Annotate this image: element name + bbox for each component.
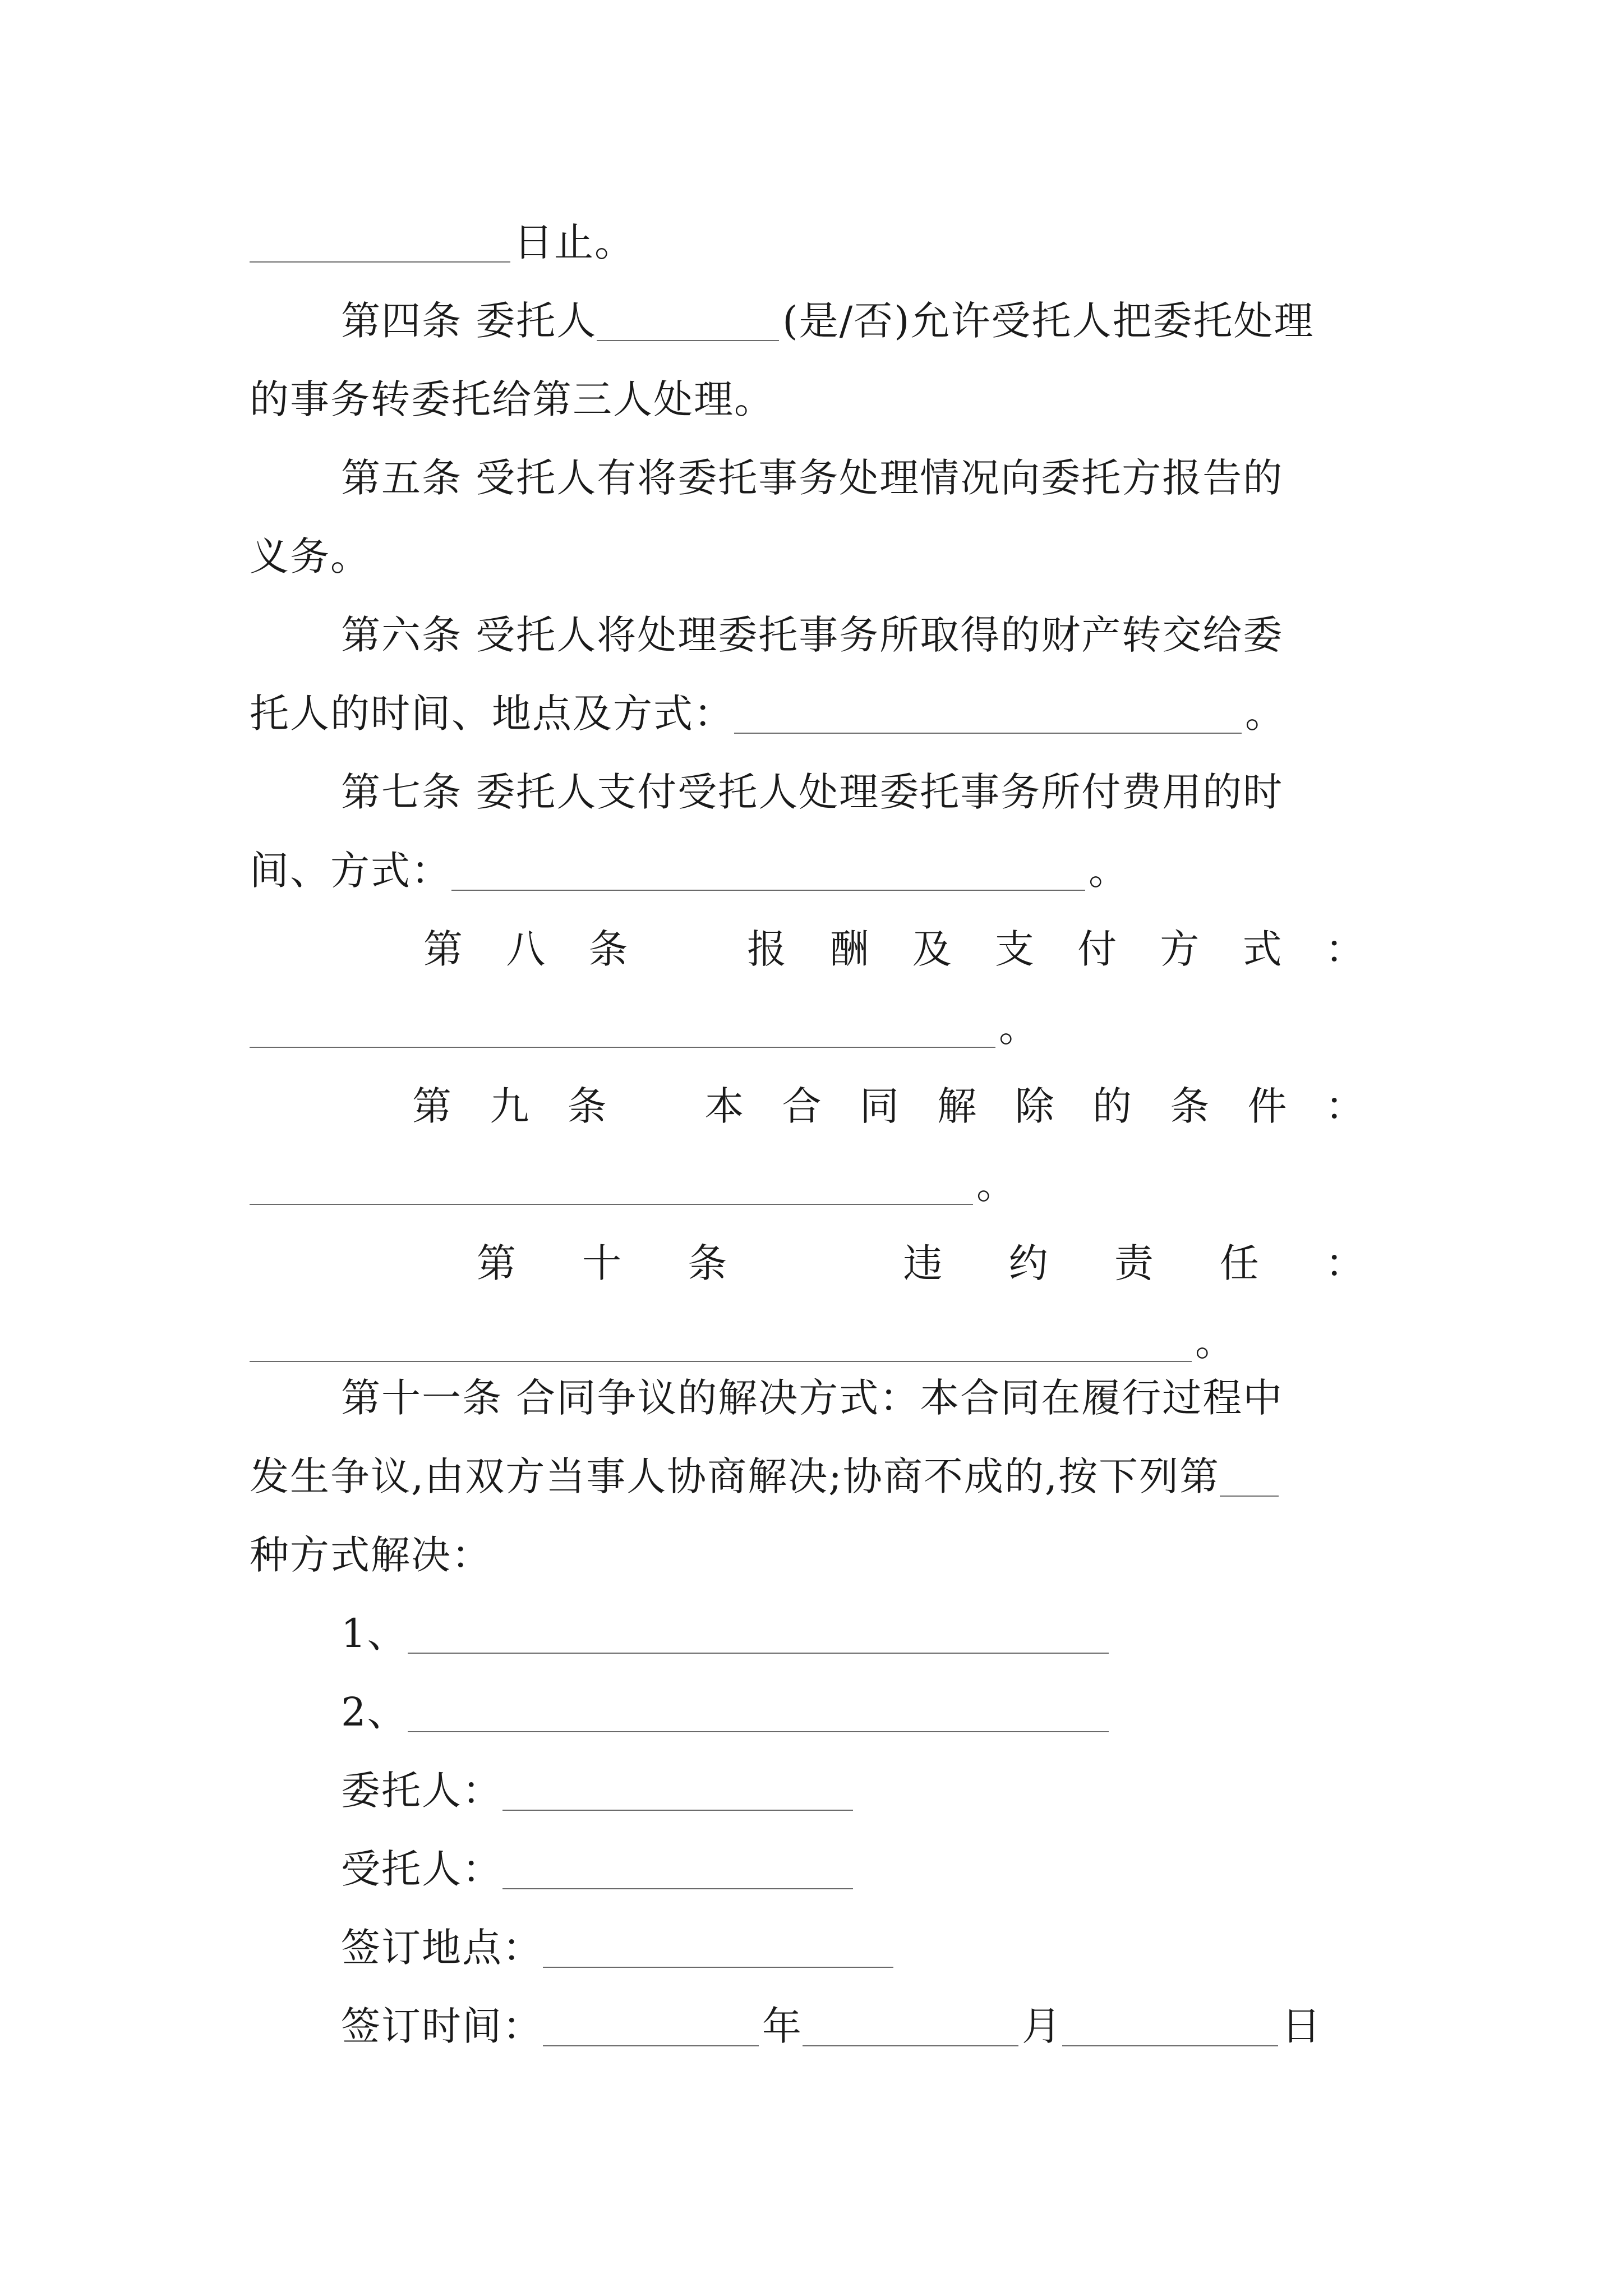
article-4-blank <box>597 301 779 341</box>
article-8-char: 酬 <box>829 926 870 972</box>
article-7-suffix: 。 <box>1089 848 1129 894</box>
end-date-blank <box>250 222 510 263</box>
article-8-char: 第 <box>423 926 464 972</box>
article-8-char: 付 <box>1077 926 1118 972</box>
signing-place <box>341 1914 1391 1981</box>
agent-label: 受托人： <box>341 1846 502 1892</box>
article-8-suffix: 。 <box>999 1005 1039 1051</box>
article-11-line-2 <box>250 1443 1391 1510</box>
article-9-char: 解 <box>937 1083 978 1129</box>
signing-year-blank <box>543 2006 759 2046</box>
article-8-char: 方 <box>1160 926 1201 972</box>
article-10-char: 责 <box>1114 1240 1155 1286</box>
article-9-char: 本 <box>704 1083 745 1129</box>
signing-place-label: 签订地点： <box>341 1925 543 1971</box>
article-10-char: 违 <box>903 1240 944 1286</box>
signing-place-blank <box>543 1927 893 1968</box>
article-4-line-1 <box>341 287 1391 355</box>
month-label: 月 <box>1022 2003 1062 2049</box>
article-8-line-1 <box>423 915 1366 983</box>
article-9-suffix: 。 <box>976 1162 1017 1208</box>
signing-month-blank <box>803 2006 1018 2046</box>
article-8-char: 条 <box>588 926 629 972</box>
agent-signature <box>341 1835 1391 1903</box>
article-6-prefix: 托人的时间、地点及方式： <box>250 691 734 737</box>
signing-day-blank <box>1062 2006 1278 2046</box>
article-6-blank <box>734 693 1242 734</box>
article-7-prefix: 间、方式： <box>250 848 451 894</box>
principal-label: 委托人： <box>341 1768 502 1814</box>
article-10-char: 第 <box>477 1240 517 1286</box>
article-9-char: 第 <box>412 1083 453 1129</box>
signing-time <box>341 1993 1391 2060</box>
article-8-char: 八 <box>506 926 547 972</box>
option-1-blank <box>408 1613 1109 1654</box>
article-4-prefix: 第四条 委托人 <box>341 298 597 344</box>
signing-time-label: 签订时间： <box>341 2003 543 2049</box>
article-4-rest: (是/否)允许受托人把委托处理 <box>782 298 1315 344</box>
article-8-char: 支 <box>994 926 1035 972</box>
article-9-char: 九 <box>490 1083 531 1129</box>
article-11-line-2-text: 发生争议,由双方当事人协商解决;协商不成的,按下列第 <box>250 1453 1220 1499</box>
article-6-suffix: 。 <box>1245 691 1285 737</box>
article-9-char: 除 <box>1015 1083 1055 1129</box>
article-8-char: 报 <box>747 926 788 972</box>
principal-signature <box>341 1757 1391 1824</box>
option-1-label: 1、 <box>341 1611 408 1657</box>
article-10-blank <box>250 1322 1192 1362</box>
article-9-char: ： <box>1325 1083 1366 1129</box>
article-11-line-3: 种方式解决： <box>250 1532 492 1578</box>
article-10-char: 任 <box>1219 1240 1260 1286</box>
article-8-char: 及 <box>912 926 953 972</box>
article-9-line-2 <box>250 1151 1391 1218</box>
article-11-line-1: 第十一条 合同争议的解决方式：本合同在履行过程中 <box>341 1375 1284 1421</box>
principal-blank <box>502 1770 853 1811</box>
day-label: 日 <box>1281 2003 1322 2049</box>
article-8-line-2 <box>250 994 1391 1061</box>
article-9-char: 同 <box>859 1083 900 1129</box>
article-9-char: 的 <box>1092 1083 1133 1129</box>
article-6-line-2 <box>250 680 1391 747</box>
agent-blank <box>502 1849 853 1889</box>
year-label: 年 <box>762 2003 803 2049</box>
article-7-line-1: 第七条 委托人支付受托人处理委托事务所付费用的时 <box>341 769 1284 815</box>
article-4-line-2: 的事务转委托给第三人处理。 <box>250 376 774 422</box>
article-8-blank <box>250 1007 995 1048</box>
option-2 <box>341 1678 1391 1746</box>
article-6-line-1: 第六条 受托人将处理委托事务所取得的财产转交给委 <box>341 612 1284 658</box>
article-10-char: 约 <box>1008 1240 1049 1286</box>
article-10-suffix: 。 <box>1195 1319 1235 1365</box>
article-5-line-2: 义务。 <box>250 533 371 579</box>
end-date-suffix: 日止。 <box>514 219 635 265</box>
article-9-blank <box>250 1165 973 1205</box>
article-9-line-1 <box>412 1073 1366 1140</box>
option-2-blank <box>408 1692 1109 1732</box>
article-10-char: 十 <box>582 1240 623 1286</box>
article-8-char: ： <box>1325 926 1366 972</box>
option-2-label: 2、 <box>341 1689 408 1735</box>
article-9-char: 合 <box>782 1083 823 1129</box>
article-9-char: 条 <box>567 1083 608 1129</box>
article-11-choice-blank <box>1220 1456 1279 1497</box>
article-8-char: 式 <box>1242 926 1283 972</box>
article-10-char: ： <box>1325 1240 1366 1286</box>
article-10-char: 条 <box>688 1240 728 1286</box>
end-date-line <box>250 209 1391 276</box>
article-7-line-2 <box>250 837 1391 904</box>
article-9-char: 条 <box>1170 1083 1211 1129</box>
option-1 <box>341 1600 1391 1667</box>
article-7-blank <box>451 850 1085 891</box>
article-5-line-1: 第五条 受托人有将委托事务处理情况向委托方报告的 <box>341 455 1284 501</box>
article-10-line-1 <box>477 1230 1366 1297</box>
article-9-char: 件 <box>1247 1083 1288 1129</box>
